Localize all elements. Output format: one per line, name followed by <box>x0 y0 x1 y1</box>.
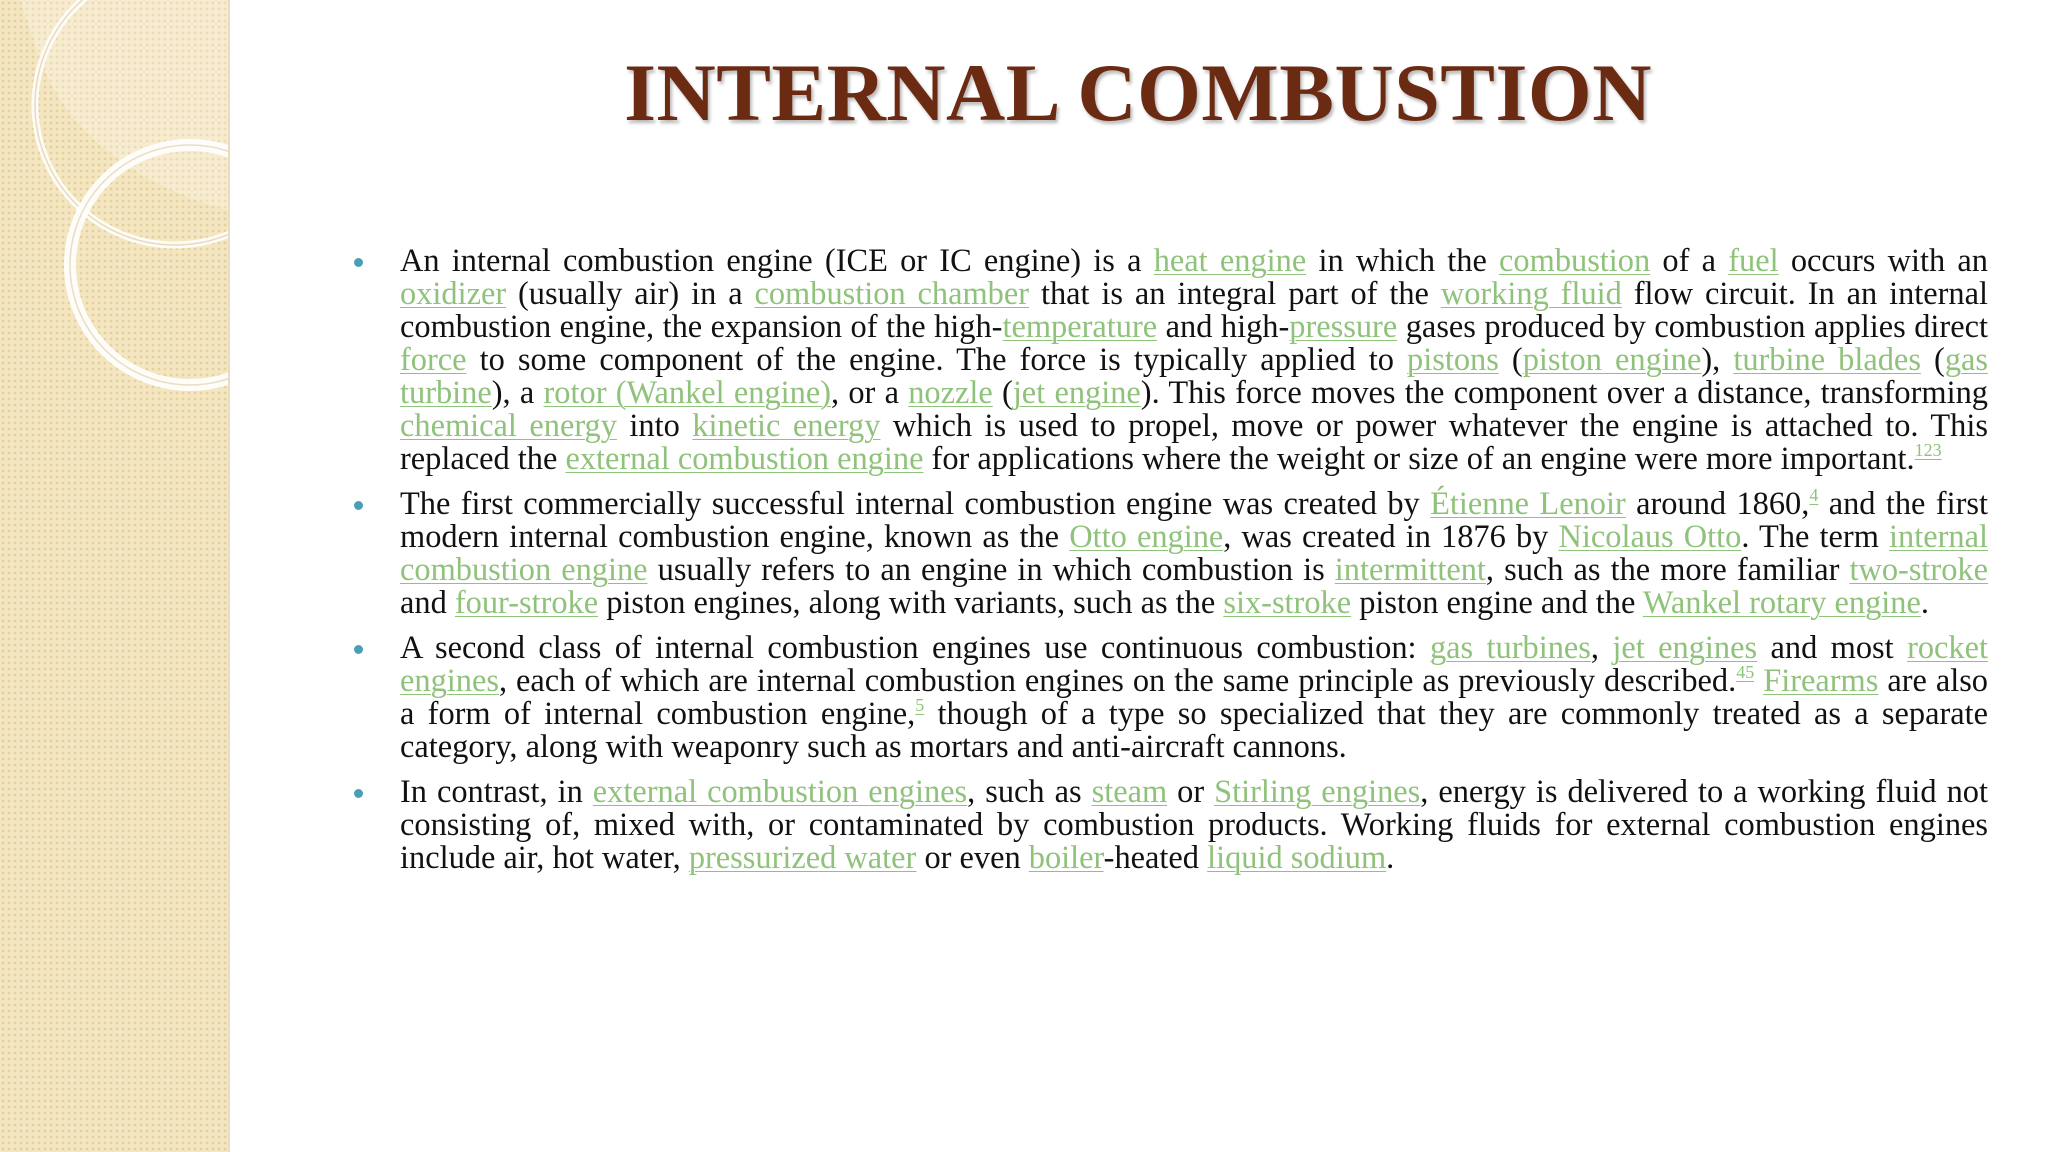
body-text: ( <box>1498 342 1523 378</box>
body-text: -heated <box>1103 840 1208 876</box>
body-text: , or a <box>831 375 909 411</box>
body-text: The first commercially successful internal combustion engine was created by <box>400 486 1431 522</box>
hyperlink[interactable]: gas turbine <box>400 342 1988 411</box>
hyperlink[interactable]: force <box>400 342 467 378</box>
body-text: ), <box>1701 342 1734 378</box>
body-text: and high- <box>1157 309 1290 345</box>
hyperlink[interactable]: rotor (Wankel engine) <box>543 375 832 411</box>
hyperlink[interactable]: chemical energy <box>400 408 617 444</box>
reference-superscript <box>915 695 924 715</box>
body-text: and the first modern internal combustion engine, known as the <box>400 486 1988 555</box>
hyperlink[interactable]: pressurized water <box>688 840 917 876</box>
body-text: , such as <box>967 774 1092 810</box>
body-text: into <box>616 408 693 444</box>
body-text: which is used to propel, move or power whatever the engine is attached to. This replaced the <box>400 408 1988 477</box>
body-text: occurs with an <box>1778 243 1988 279</box>
body-text: for applications where the weight or size of an engine were more important. <box>923 441 1915 477</box>
body-text: . <box>1920 585 1929 621</box>
body-text: of a <box>1650 243 1729 279</box>
hyperlink[interactable]: nozzle <box>908 375 993 411</box>
hyperlink[interactable]: pistons <box>1407 342 1499 378</box>
hyperlink[interactable]: steam <box>1091 774 1168 810</box>
bullet-paragraph <box>400 245 1988 476</box>
decorative-side-band <box>0 0 230 1152</box>
body-text: flow circuit. In an internal combustion engine, the expansion of the high- <box>400 276 1989 345</box>
body-text: ( <box>1920 342 1945 378</box>
reference-link[interactable]: 123 <box>1914 440 1942 460</box>
body-text: or <box>1167 774 1215 810</box>
hyperlink[interactable]: rocket engines <box>400 630 1988 699</box>
hyperlink[interactable]: internal combustion engine <box>400 519 1988 588</box>
hyperlink[interactable]: Wankel rotary engine <box>1642 585 1921 621</box>
hyperlink[interactable]: kinetic energy <box>692 408 881 444</box>
body-text: . <box>1386 840 1395 876</box>
body-text: though of a type so specialized that they are commonly treated as a separate category, along with weaponry such as mortars and anti-aircraft cannons. <box>400 696 1989 765</box>
body-text: , was created in 1876 by <box>1223 519 1559 555</box>
body-text: in which the <box>1306 243 1500 279</box>
reference-link[interactable]: 45 <box>1736 662 1755 682</box>
decorative-rings <box>0 0 228 1152</box>
reference-link[interactable]: 4 <box>1809 485 1819 505</box>
bullet-list <box>400 245 1988 887</box>
body-text: , energy is delivered to a working fluid not consisting of, mixed with, or contaminated by combustion products. Working fluids for external combustion engines include air, hot water, <box>400 774 1988 876</box>
hyperlink[interactable]: gas turbines <box>1429 630 1591 666</box>
reference-superscript <box>1736 662 1754 682</box>
body-text: (usually air) in a <box>506 276 755 312</box>
body-text <box>1754 663 1763 699</box>
bullet-dot-icon <box>354 645 363 654</box>
reference-superscript <box>1915 440 1942 460</box>
bullet-dot-icon <box>354 258 363 267</box>
body-text: ), a <box>491 375 544 411</box>
hyperlink[interactable]: jet engines <box>1612 630 1758 666</box>
body-text: around 1860, <box>1625 486 1810 522</box>
hyperlink[interactable]: two-stroke <box>1849 552 1988 588</box>
body-text: , <box>1590 630 1613 666</box>
body-text: usually refers to an engine in which combustion is <box>647 552 1335 588</box>
body-text: piston engines, along with variants, such as the <box>598 585 1224 621</box>
hyperlink[interactable]: Nicolaus Otto <box>1558 519 1742 555</box>
hyperlink[interactable]: external combustion engine <box>565 441 924 477</box>
hyperlink[interactable]: Otto engine <box>1069 519 1224 555</box>
bullet-paragraph <box>400 776 1988 875</box>
hyperlink[interactable]: external combustion engines <box>592 774 968 810</box>
hyperlink[interactable]: pressure <box>1289 309 1398 345</box>
hyperlink[interactable]: fuel <box>1728 243 1779 279</box>
body-text: . The term <box>1741 519 1890 555</box>
hyperlink[interactable]: Étienne Lenoir <box>1430 486 1626 522</box>
hyperlink[interactable]: Stirling engines <box>1214 774 1421 810</box>
slide-title: INTERNAL COMBUSTION <box>624 47 1652 138</box>
body-text: ). This force moves the component over a distance, transforming <box>1140 375 1988 411</box>
body-text: and <box>400 585 455 621</box>
body-text: In contrast, in <box>400 774 593 810</box>
hyperlink[interactable]: turbine blades <box>1733 342 1921 378</box>
body-text: or even <box>916 840 1029 876</box>
reference-superscript <box>1809 485 1818 505</box>
body-text: to some component of the engine. The force is typically applied to <box>466 342 1408 378</box>
hyperlink[interactable]: oxidizer <box>400 276 507 312</box>
hyperlink[interactable]: heat engine <box>1153 243 1307 279</box>
hyperlink[interactable]: intermittent <box>1334 552 1486 588</box>
reference-link[interactable]: 5 <box>915 695 925 715</box>
body-text: and most <box>1757 630 1908 666</box>
hyperlink[interactable]: piston engine <box>1522 342 1702 378</box>
bullet-dot-icon <box>354 789 363 798</box>
body-text: ( <box>992 375 1013 411</box>
hyperlink[interactable]: working fluid <box>1440 276 1622 312</box>
hyperlink[interactable]: six-stroke <box>1223 585 1352 621</box>
hyperlink[interactable]: temperature <box>1002 309 1158 345</box>
hyperlink[interactable]: boiler <box>1028 840 1104 876</box>
body-text: , each of which are internal combustion engines on the same principle as previously described. <box>498 663 1737 699</box>
body-text: piston engine and the <box>1351 585 1643 621</box>
hyperlink[interactable]: Firearms <box>1763 663 1879 699</box>
body-text: that is an integral part of the <box>1029 276 1441 312</box>
body-text: An internal combustion engine (ICE or IC engine) is a <box>400 243 1154 279</box>
body-text: , such as the more familiar <box>1485 552 1850 588</box>
hyperlink[interactable]: combustion chamber <box>754 276 1030 312</box>
body-text: gases produced by combustion applies direct <box>1397 309 1988 345</box>
hyperlink[interactable]: liquid sodium <box>1207 840 1387 876</box>
hyperlink[interactable]: four-stroke <box>454 585 599 621</box>
bullet-paragraph <box>400 485 1988 621</box>
hyperlink[interactable]: combustion <box>1499 243 1651 279</box>
body-text: A second class of internal combustion engines use continuous combustion: <box>400 630 1430 666</box>
bullet-paragraph <box>400 632 1988 764</box>
body-text: are also a form of internal combustion engine, <box>400 663 1988 732</box>
bullet-dot-icon <box>354 501 363 510</box>
hyperlink[interactable]: jet engine <box>1012 375 1141 411</box>
